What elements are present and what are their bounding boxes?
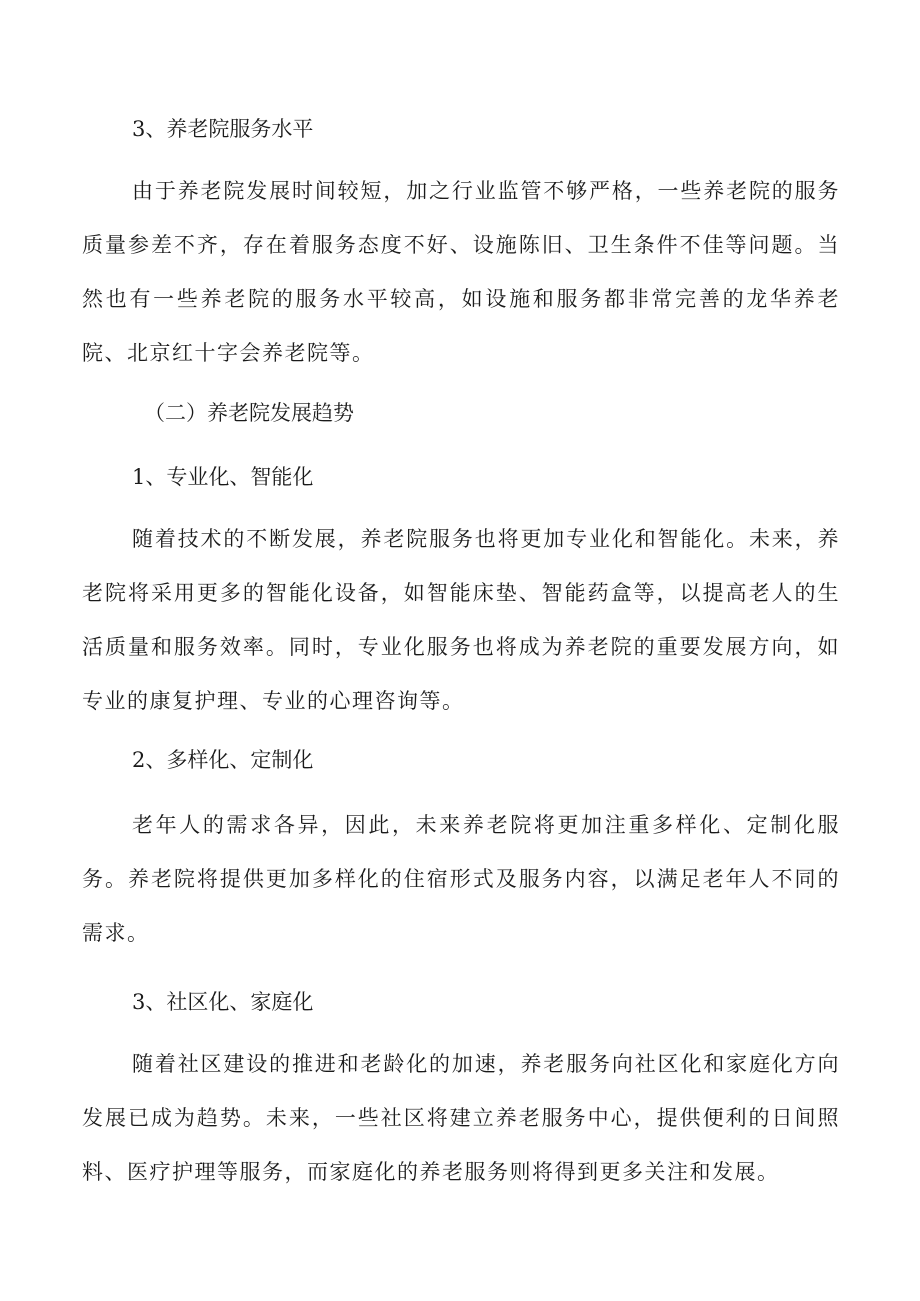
part-heading-development-trends: （二）养老院发展趋势 (144, 401, 354, 425)
section-heading-community-family: 3、社区化、家庭化 (132, 990, 314, 1014)
section-heading-diversified-customized: 2、多样化、定制化 (132, 748, 314, 772)
section-heading-service-level: 3、养老院服务水平 (132, 117, 314, 141)
paragraph-diversified-customized: 老年人的需求各异，因此，未来养老院将更加注重多样化、定制化服务。养老院将提供更加多样化的住宿形式及服务内容，以满足老年人不同的需求。 (82, 813, 840, 945)
paragraph-community-family: 随着社区建设的推进和老龄化的加速，养老服务向社区化和家庭化方向发展已成为趋势。未来，一些社区将建立养老服务中心，提供便利的日间照料、医疗护理等服务，而家庭化的养老服务则将得到更多关注和发展。 (82, 1052, 840, 1184)
section-heading-professional-intelligent: 1、专业化、智能化 (132, 465, 314, 489)
paragraph-professional-intelligent: 随着技术的不断发展，养老院服务也将更加专业化和智能化。未来，养老院将采用更多的智能化设备，如智能床垫、智能药盒等，以提高老人的生活质量和服务效率。同时，专业化服务也将成为养老院的重要发展方向，如专业的康复护理、专业的心理咨询等。 (82, 527, 840, 713)
paragraph-service-level: 由于养老院发展时间较短，加之行业监管不够严格，一些养老院的服务质量参差不齐，存在着服务态度不好、设施陈旧、卫生条件不佳等问题。当然也有一些养老院的服务水平较高，如设施和服务都非常完善的龙华养老院、北京红十字会养老院等。 (82, 179, 840, 365)
